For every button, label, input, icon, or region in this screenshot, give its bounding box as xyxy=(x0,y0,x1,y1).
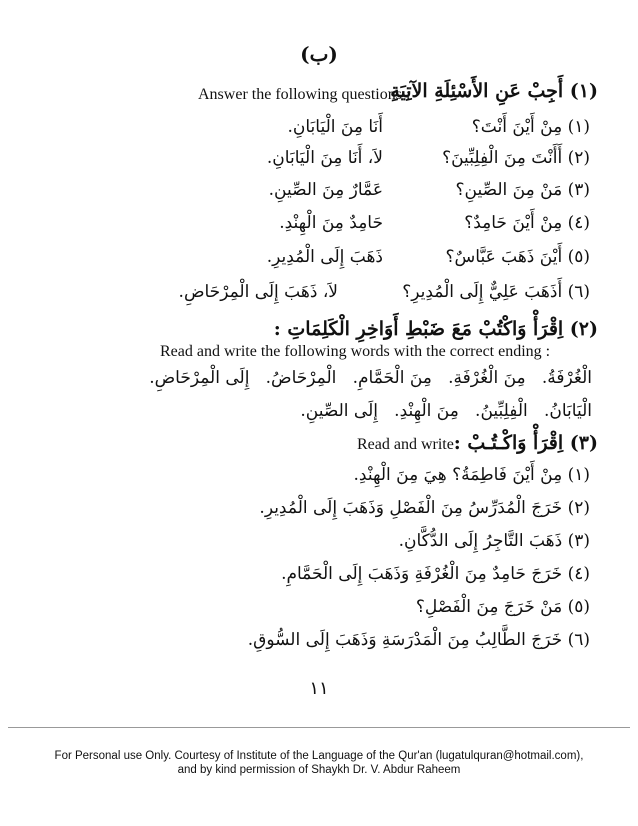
footer-line-2: and by kind permission of Shaykh Dr. V. Abdur Raheem xyxy=(177,764,461,776)
ex1-question-1: (١) مِنْ أَيْنَ أَنْتَ؟ xyxy=(471,117,590,137)
ex3-line-5: (٥) مَنْ خَرَجَ مِنَ الْفَصْلِ؟ xyxy=(415,597,590,617)
ex1-answer-1: أَنَا مِنَ الْيَابَانِ. xyxy=(287,117,383,137)
page-number: ١١ xyxy=(309,678,329,699)
ex1-heading-english: Answer the following questions : xyxy=(198,86,411,103)
ex1-answer-6: لاَ، ذَهَبَ إِلَى الْمِرْحَاضِ. xyxy=(178,282,338,302)
ex1-question-2: (٢) أَأَنْتَ مِنَ الْفِلِبِّينَ؟ xyxy=(442,148,590,168)
ex1-question-3: (٣) مَنْ مِنَ الصِّينِ؟ xyxy=(455,180,590,200)
ex2-words-line-1: الْغُرْفَةُ. مِنَ الْغُرْفَةِ. مِنَ الْحَمَّامِ. الْمِرْحَاضُ. إِلَى الْمِرْحَاضِ. xyxy=(149,368,592,388)
ex1-answer-4: حَامِدٌ مِنَ الْهِنْدِ. xyxy=(279,213,383,233)
ex1-question-5: (٥) أَيْنَ ذَهَبَ عَبَّاسٌ؟ xyxy=(445,247,590,267)
ex3-line-4: (٤) خَرَجَ حَامِدٌ مِنَ الْغُرْفَةِ وَذَهَبَ إِلَى الْحَمَّامِ. xyxy=(281,564,590,584)
ex2-heading-arabic: (٢) اِقْرَأْ وَاكْتُبْ مَعَ ضَبْطِ أَوَاخِرِ الْكَلِمَاتِ : xyxy=(273,318,598,340)
ex3-line-3: (٣) ذَهَبَ التَّاجِرُ إِلَى الدُّكَّانِ. xyxy=(398,531,590,551)
ex2-heading-english: Read and write the following words with the correct ending : xyxy=(160,343,551,360)
ex1-question-6: (٦) أَذَهَبَ عَلِيٌّ إِلَى الْمُدِيرِ؟ xyxy=(402,282,590,302)
ex3-heading-english: Read and write xyxy=(357,436,454,453)
ex3-heading-arabic: (٣) اِقْرَأْ وَاكْـتُـبْ : xyxy=(453,432,598,454)
ex1-answer-5: ذَهَبَ إِلَى الْمُدِيرِ. xyxy=(266,247,383,267)
ex2-words-line-2: الْيَابَانُ. الْفِلِبِّينُ. مِنَ الْهِنْدِ. إِلَى الصِّينِ. xyxy=(300,401,592,421)
ex1-answer-2: لاَ، أَنَا مِنَ الْيَابَانِ. xyxy=(266,148,383,168)
section-letter: (ب) xyxy=(300,42,338,66)
ex3-line-2: (٢) خَرَجَ الْمُدَرِّسُ مِنَ الْفَصْلِ وَذَهَبَ إِلَى الْمُدِيرِ. xyxy=(259,498,590,518)
footer-divider xyxy=(8,727,630,728)
ex3-line-1: (١) مِنْ أَيْنَ فَاطِمَةُ؟ هِيَ مِنَ الْهِنْدِ. xyxy=(353,465,590,485)
footer-line-1: For Personal use Only. Courtesy of Institute of the Language of the Qur'an (lugatulquran@hotmail.com), xyxy=(54,750,584,762)
ex1-heading-arabic: (١) أَجِبْ عَنِ الأَسْئِلَةِ الآتِيَةِ xyxy=(390,80,598,102)
ex1-question-4: (٤) مِنْ أَيْنَ حَامِدٌ؟ xyxy=(464,213,590,233)
ex1-answer-3: عَمَّارٌ مِنَ الصِّينِ. xyxy=(268,180,383,200)
ex3-line-6: (٦) خَرَجَ الطَّالِبُ مِنَ الْمَدْرَسَةِ وَذَهَبَ إِلَى السُّوقِ. xyxy=(247,630,590,650)
footer xyxy=(0,749,638,777)
